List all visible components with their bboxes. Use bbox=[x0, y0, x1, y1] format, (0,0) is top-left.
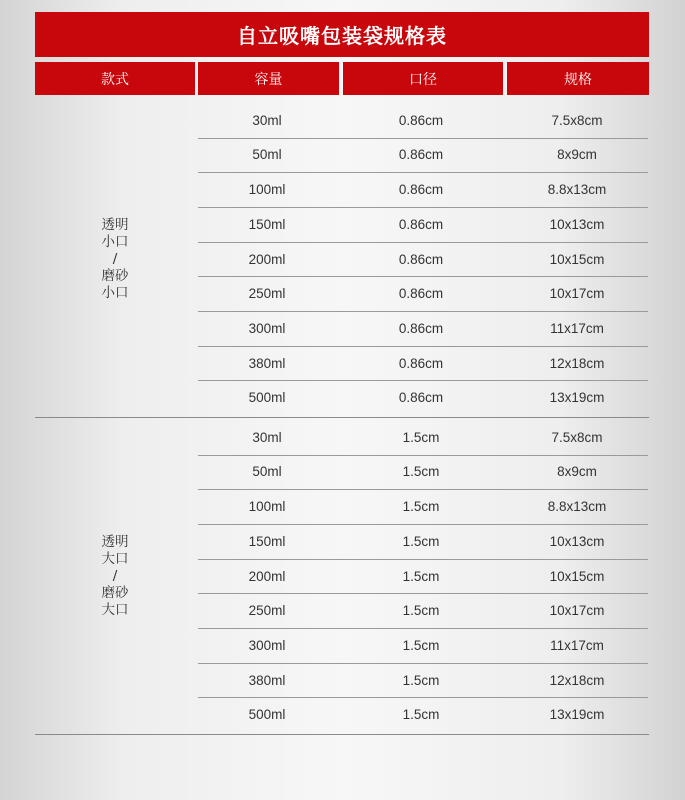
size-cell: 12x18cm bbox=[549, 355, 605, 371]
size-cell: 8x9cm bbox=[557, 147, 597, 163]
mouth-diameter-cell: 0.86cm bbox=[398, 251, 444, 267]
size-cell: 7.5x8cm bbox=[551, 429, 603, 445]
table-row bbox=[198, 559, 648, 595]
size-cell: 8x9cm bbox=[557, 464, 597, 480]
capacity-cell: 250ml bbox=[248, 603, 286, 619]
capacity-cell: 500ml bbox=[248, 707, 286, 723]
size-cell: 10x13cm bbox=[549, 533, 605, 549]
table-row bbox=[198, 420, 648, 456]
capacity-cell: 200ml bbox=[248, 251, 286, 267]
size-cell: 8.8x13cm bbox=[547, 499, 607, 515]
style-label-line: / bbox=[112, 567, 118, 584]
mouth-diameter-cell: 1.5cm bbox=[402, 568, 440, 584]
style-label-line: 小口 bbox=[101, 233, 129, 250]
table-row bbox=[198, 207, 648, 243]
capacity-cell: 100ml bbox=[248, 182, 286, 198]
capacity-cell: 100ml bbox=[248, 499, 286, 515]
table-row bbox=[198, 277, 648, 313]
mouth-diameter-cell: 1.5cm bbox=[402, 464, 440, 480]
mouth-diameter-cell: 1.5cm bbox=[402, 499, 440, 515]
mouth-diameter-cell: 0.86cm bbox=[398, 112, 444, 128]
capacity-cell: 380ml bbox=[248, 355, 286, 371]
size-cell: 10x17cm bbox=[549, 603, 605, 619]
capacity-cell: 380ml bbox=[248, 672, 286, 688]
size-cell: 10x17cm bbox=[549, 286, 605, 302]
capacity-cell: 300ml bbox=[248, 637, 286, 653]
header-size: 规格 bbox=[507, 62, 649, 95]
table-row bbox=[198, 489, 648, 525]
mouth-diameter-cell: 0.86cm bbox=[398, 355, 444, 371]
style-label-line: 大口 bbox=[101, 550, 129, 567]
capacity-cell: 250ml bbox=[248, 286, 286, 302]
mouth-diameter-cell: 1.5cm bbox=[402, 672, 440, 688]
capacity-cell: 30ml bbox=[252, 429, 282, 445]
mouth-diameter-cell: 1.5cm bbox=[402, 707, 440, 723]
table-title: 自立吸嘴包装袋规格表 bbox=[35, 12, 649, 57]
capacity-cell: 200ml bbox=[248, 568, 286, 584]
size-cell: 11x17cm bbox=[550, 637, 604, 653]
capacity-cell: 50ml bbox=[252, 464, 282, 480]
table-row bbox=[198, 103, 648, 139]
table-row bbox=[198, 594, 648, 630]
size-cell: 8.8x13cm bbox=[547, 182, 607, 198]
mouth-diameter-cell: 1.5cm bbox=[402, 533, 440, 549]
mouth-diameter-cell: 0.86cm bbox=[398, 320, 444, 336]
capacity-cell: 150ml bbox=[248, 216, 286, 232]
table-row bbox=[198, 346, 648, 382]
table-row bbox=[198, 663, 648, 699]
table-row bbox=[198, 138, 648, 174]
table-row bbox=[198, 242, 648, 278]
mouth-diameter-cell: 0.86cm bbox=[398, 182, 444, 198]
style-label-line: 磨砂 bbox=[101, 267, 129, 284]
table-row bbox=[198, 311, 648, 347]
mouth-diameter-cell: 0.86cm bbox=[398, 147, 444, 163]
table-row bbox=[198, 381, 648, 416]
size-cell: 13x19cm bbox=[549, 390, 605, 406]
capacity-cell: 300ml bbox=[248, 320, 286, 336]
table-row bbox=[198, 455, 648, 491]
mouth-diameter-cell: 1.5cm bbox=[402, 429, 440, 445]
capacity-cell: 30ml bbox=[252, 112, 282, 128]
size-cell: 12x18cm bbox=[549, 672, 605, 688]
mouth-diameter-cell: 0.86cm bbox=[398, 216, 444, 232]
style-label-line: 磨砂 bbox=[101, 584, 129, 601]
style-label-line: 大口 bbox=[101, 601, 129, 618]
style-group-label bbox=[35, 420, 195, 732]
style-label-line: 透明 bbox=[101, 216, 129, 233]
size-cell: 13x19cm bbox=[549, 707, 605, 723]
style-label-line: / bbox=[112, 250, 118, 267]
size-cell: 10x13cm bbox=[549, 216, 605, 232]
capacity-cell: 150ml bbox=[248, 533, 286, 549]
header-mouth-diameter: 口径 bbox=[343, 62, 503, 95]
table-row bbox=[198, 628, 648, 664]
style-label-line: 小口 bbox=[101, 284, 129, 301]
size-cell: 10x15cm bbox=[549, 568, 605, 584]
group-divider bbox=[35, 417, 649, 418]
header-style: 款式 bbox=[35, 62, 195, 95]
table-row bbox=[198, 172, 648, 208]
table-row bbox=[198, 524, 648, 560]
style-label-line: 透明 bbox=[101, 533, 129, 550]
mouth-diameter-cell: 0.86cm bbox=[398, 390, 444, 406]
capacity-cell: 50ml bbox=[252, 147, 282, 163]
size-cell: 10x15cm bbox=[549, 251, 605, 267]
style-group-label bbox=[35, 103, 195, 415]
mouth-diameter-cell: 1.5cm bbox=[402, 603, 440, 619]
capacity-cell: 500ml bbox=[248, 390, 286, 406]
mouth-diameter-cell: 0.86cm bbox=[398, 286, 444, 302]
mouth-diameter-cell: 1.5cm bbox=[402, 637, 440, 653]
header-capacity: 容量 bbox=[198, 62, 339, 95]
size-cell: 11x17cm bbox=[550, 320, 604, 336]
group-divider bbox=[35, 734, 649, 735]
table-row bbox=[198, 698, 648, 733]
size-cell: 7.5x8cm bbox=[551, 112, 603, 128]
